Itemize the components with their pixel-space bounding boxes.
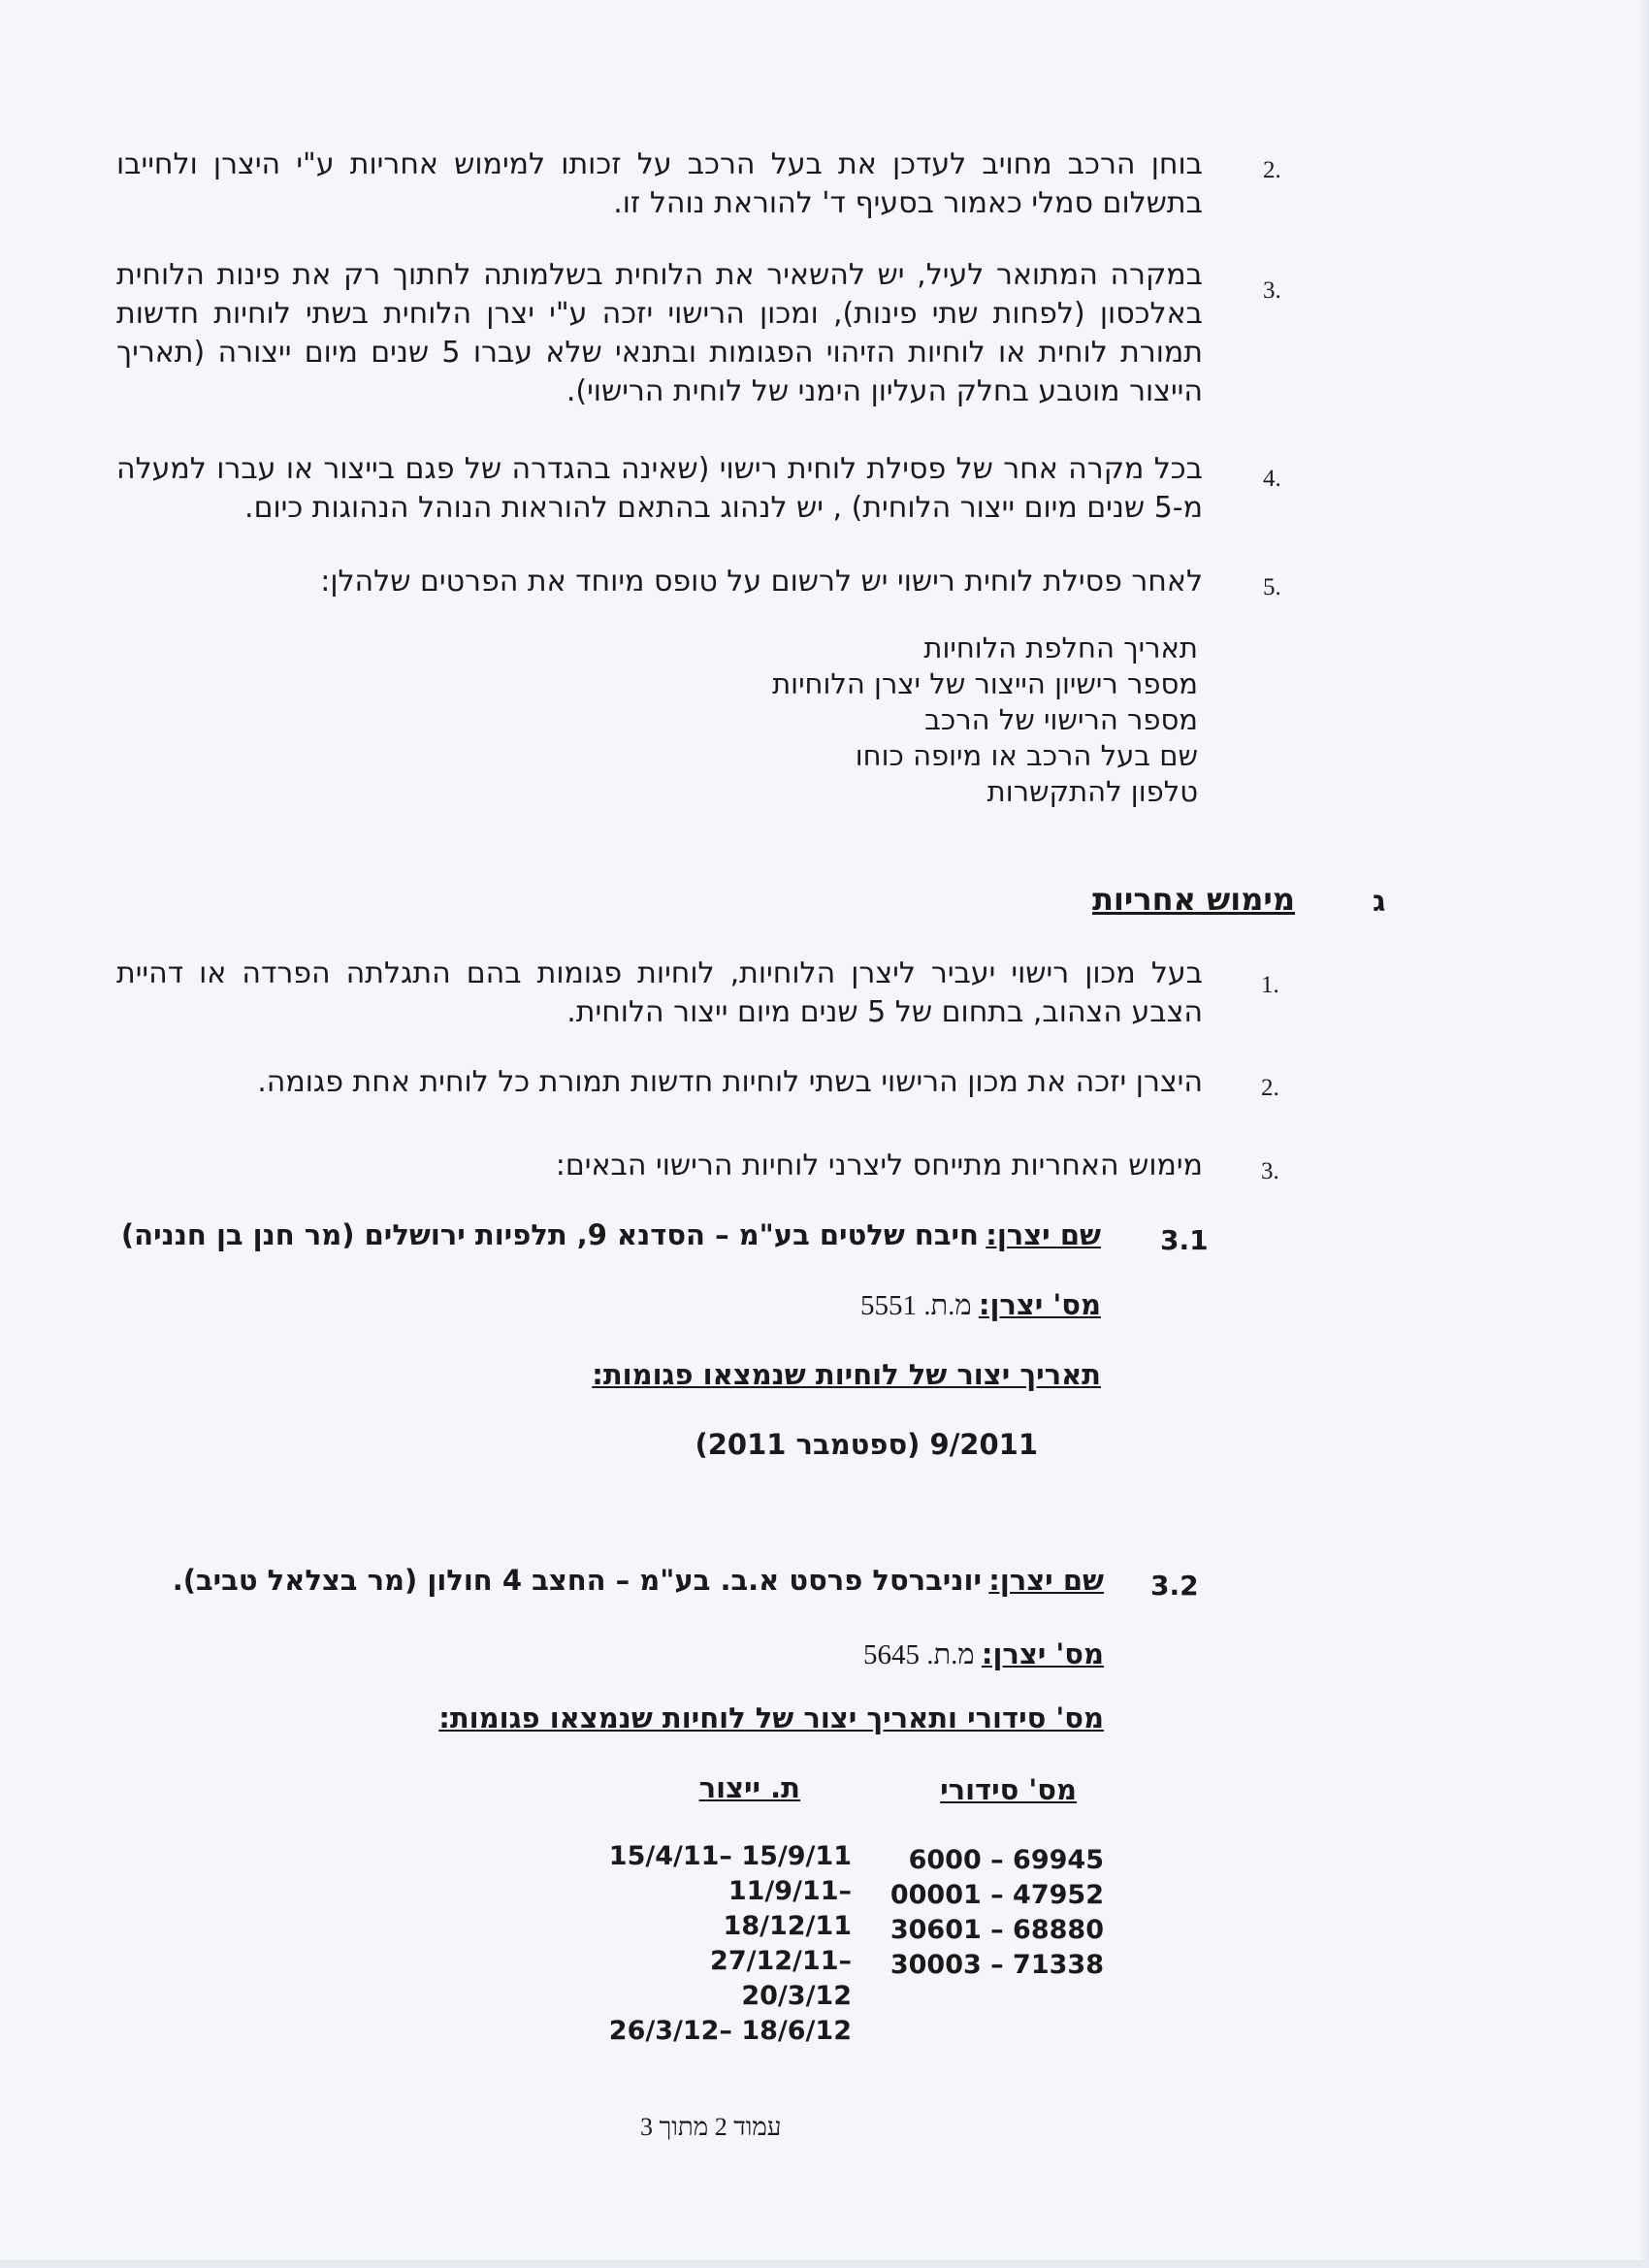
name-label: שם יצרן: <box>986 1218 1101 1251</box>
manufacturer-name: חיבח שלטים בע"מ – הסדנא 9, תלפיות ירושלים (מר חנן בן חנניה) <box>120 1218 979 1251</box>
page-number: עמוד 2 מתוך 3 <box>640 2113 782 2141</box>
item-number: 3. <box>1263 277 1281 304</box>
column-header-date: ת. ייצור <box>698 1771 800 1804</box>
manufacturer-name-line <box>121 1218 1101 1252</box>
manufacturer-number: 3.1 <box>1160 1224 1209 1256</box>
table-cell-date: 11/9/11– 18/12/11 <box>723 1876 852 1941</box>
manufacturer-id-line <box>863 1637 1104 1671</box>
paragraph: בעל מכון רישוי יעביר ליצרן הלוחיות, לוחיות פגומות בהם התגלתה הפרדה או דהיית הצבע הצהוב, בתחום של 5 שנים מיום ייצור הלוחית. <box>116 956 1203 1029</box>
list-item: מספר הרישוי של הרכב <box>924 703 1198 736</box>
manufacturer-number: 3.2 <box>1150 1570 1199 1602</box>
item-number: 3. <box>1261 1158 1279 1184</box>
table-cell-serial: 30601 – 68880 <box>889 1915 1104 1945</box>
id-label: מס' יצרן: <box>981 1637 1104 1670</box>
table-cell-date: 27/12/11– 20/3/12 <box>710 1946 852 2011</box>
manufacturer-id-line <box>860 1288 1101 1322</box>
list-item: מספר רישיון הייצור של יצרן הלוחיות <box>772 667 1198 700</box>
item-number: 2. <box>1263 157 1281 183</box>
paragraph: היצרן יזכה את מכון הרישוי בשתי לוחיות חדשות תמורת כל לוחית אחת פגומה. <box>257 1065 1203 1099</box>
id-label: מס' יצרן: <box>978 1288 1101 1321</box>
item-number: 4. <box>1263 466 1281 492</box>
paragraph: לאחר פסילת לוחית רישוי יש לרשום על טופס מיוחד את הפרטים שלהלן: <box>320 565 1203 599</box>
page-edge-shadow <box>1639 0 1649 2268</box>
table-cell-serial: 30003 – 71338 <box>889 1950 1104 1980</box>
list-item: שם בעל הרכב או מיופה כוחו <box>855 739 1198 772</box>
list-item: תאריך החלפת הלוחיות <box>923 632 1198 664</box>
paragraph: מימוש האחריות מתייחס ליצרני לוחיות הרישוי הבאים: <box>555 1149 1203 1183</box>
table-cell-serial: 00001 – 47952 <box>889 1880 1104 1910</box>
item-number: 2. <box>1261 1075 1279 1101</box>
paragraph: במקרה המתואר לעיל, יש להשאיר את הלוחית בשלמותה לחתוך רק את פינות הלוחית באלכסון (לפחות שתי פינות), ומכון הרישוי יזכה ע"י יצרן הלוחית בשתי לוחיות חדשות תמורת לוחית או לוחיות הזיהוי הפגומות ובתנאי שלא עברו 5 שנים מיום ייצורה (תאריך הייצור מוטבע בחלק העליון הימני של לוחית הרישוי). <box>116 258 1203 408</box>
date-column <box>599 1839 852 2049</box>
table-cell-date: 15/4/11– 15/9/11 <box>608 1841 852 1871</box>
manufacturer-id: מ.ת. 5551 <box>859 1290 972 1321</box>
details-list <box>616 631 1198 810</box>
page-bottom-edge <box>0 2260 1649 2268</box>
item-number: 1. <box>1261 972 1279 998</box>
defect-date-heading: תאריך יצור של לוחיות שנמצאו פגומות: <box>592 1358 1101 1391</box>
item-number: 5. <box>1263 574 1281 600</box>
serial-column <box>871 1843 1104 1983</box>
paragraph: בכל מקרה אחר של פסילת לוחית רישוי (שאינה בהגדרה של פגם בייצור או עברו למעלה מ-5 שנים מיום ייצור הלוחית) , יש לנהוג בהתאם להוראות הנוהל הנהוגות כיום. <box>116 452 1203 525</box>
manufacturer-id: מ.ת. 5645 <box>862 1639 975 1670</box>
section-letter: ג <box>1373 885 1386 919</box>
table-cell-date: 26/3/12– 18/6/12 <box>608 2016 852 2046</box>
defect-table-heading: מס' סידורי ותאריך יצור של לוחיות שנמצאו פגומות: <box>438 1701 1104 1734</box>
list-item: טלפון להתקשרות <box>986 775 1198 808</box>
section-title: מימוש אחריות <box>1092 881 1295 918</box>
column-header-serial: מס' סידורי <box>940 1773 1077 1806</box>
name-label: שם יצרן: <box>988 1564 1104 1597</box>
table-cell-serial: 6000 – 69945 <box>908 1845 1104 1875</box>
manufacturer-name-line <box>173 1564 1104 1598</box>
paragraph: בוחן הרכב מחויב לעדכן את בעל הרכב על זכותו למימוש אחריות ע"י היצרן ולחייבו בתשלום סמלי כאמור בסעיף ד' להוראת נוהל זו. <box>116 147 1203 220</box>
defect-date-value: 9/2011 (ספטמבר 2011) <box>695 1428 1038 1461</box>
manufacturer-name: יוניברסל פרסט א.ב. בע"מ – החצב 4 חולון (מר בצלאל טביב). <box>172 1564 982 1597</box>
